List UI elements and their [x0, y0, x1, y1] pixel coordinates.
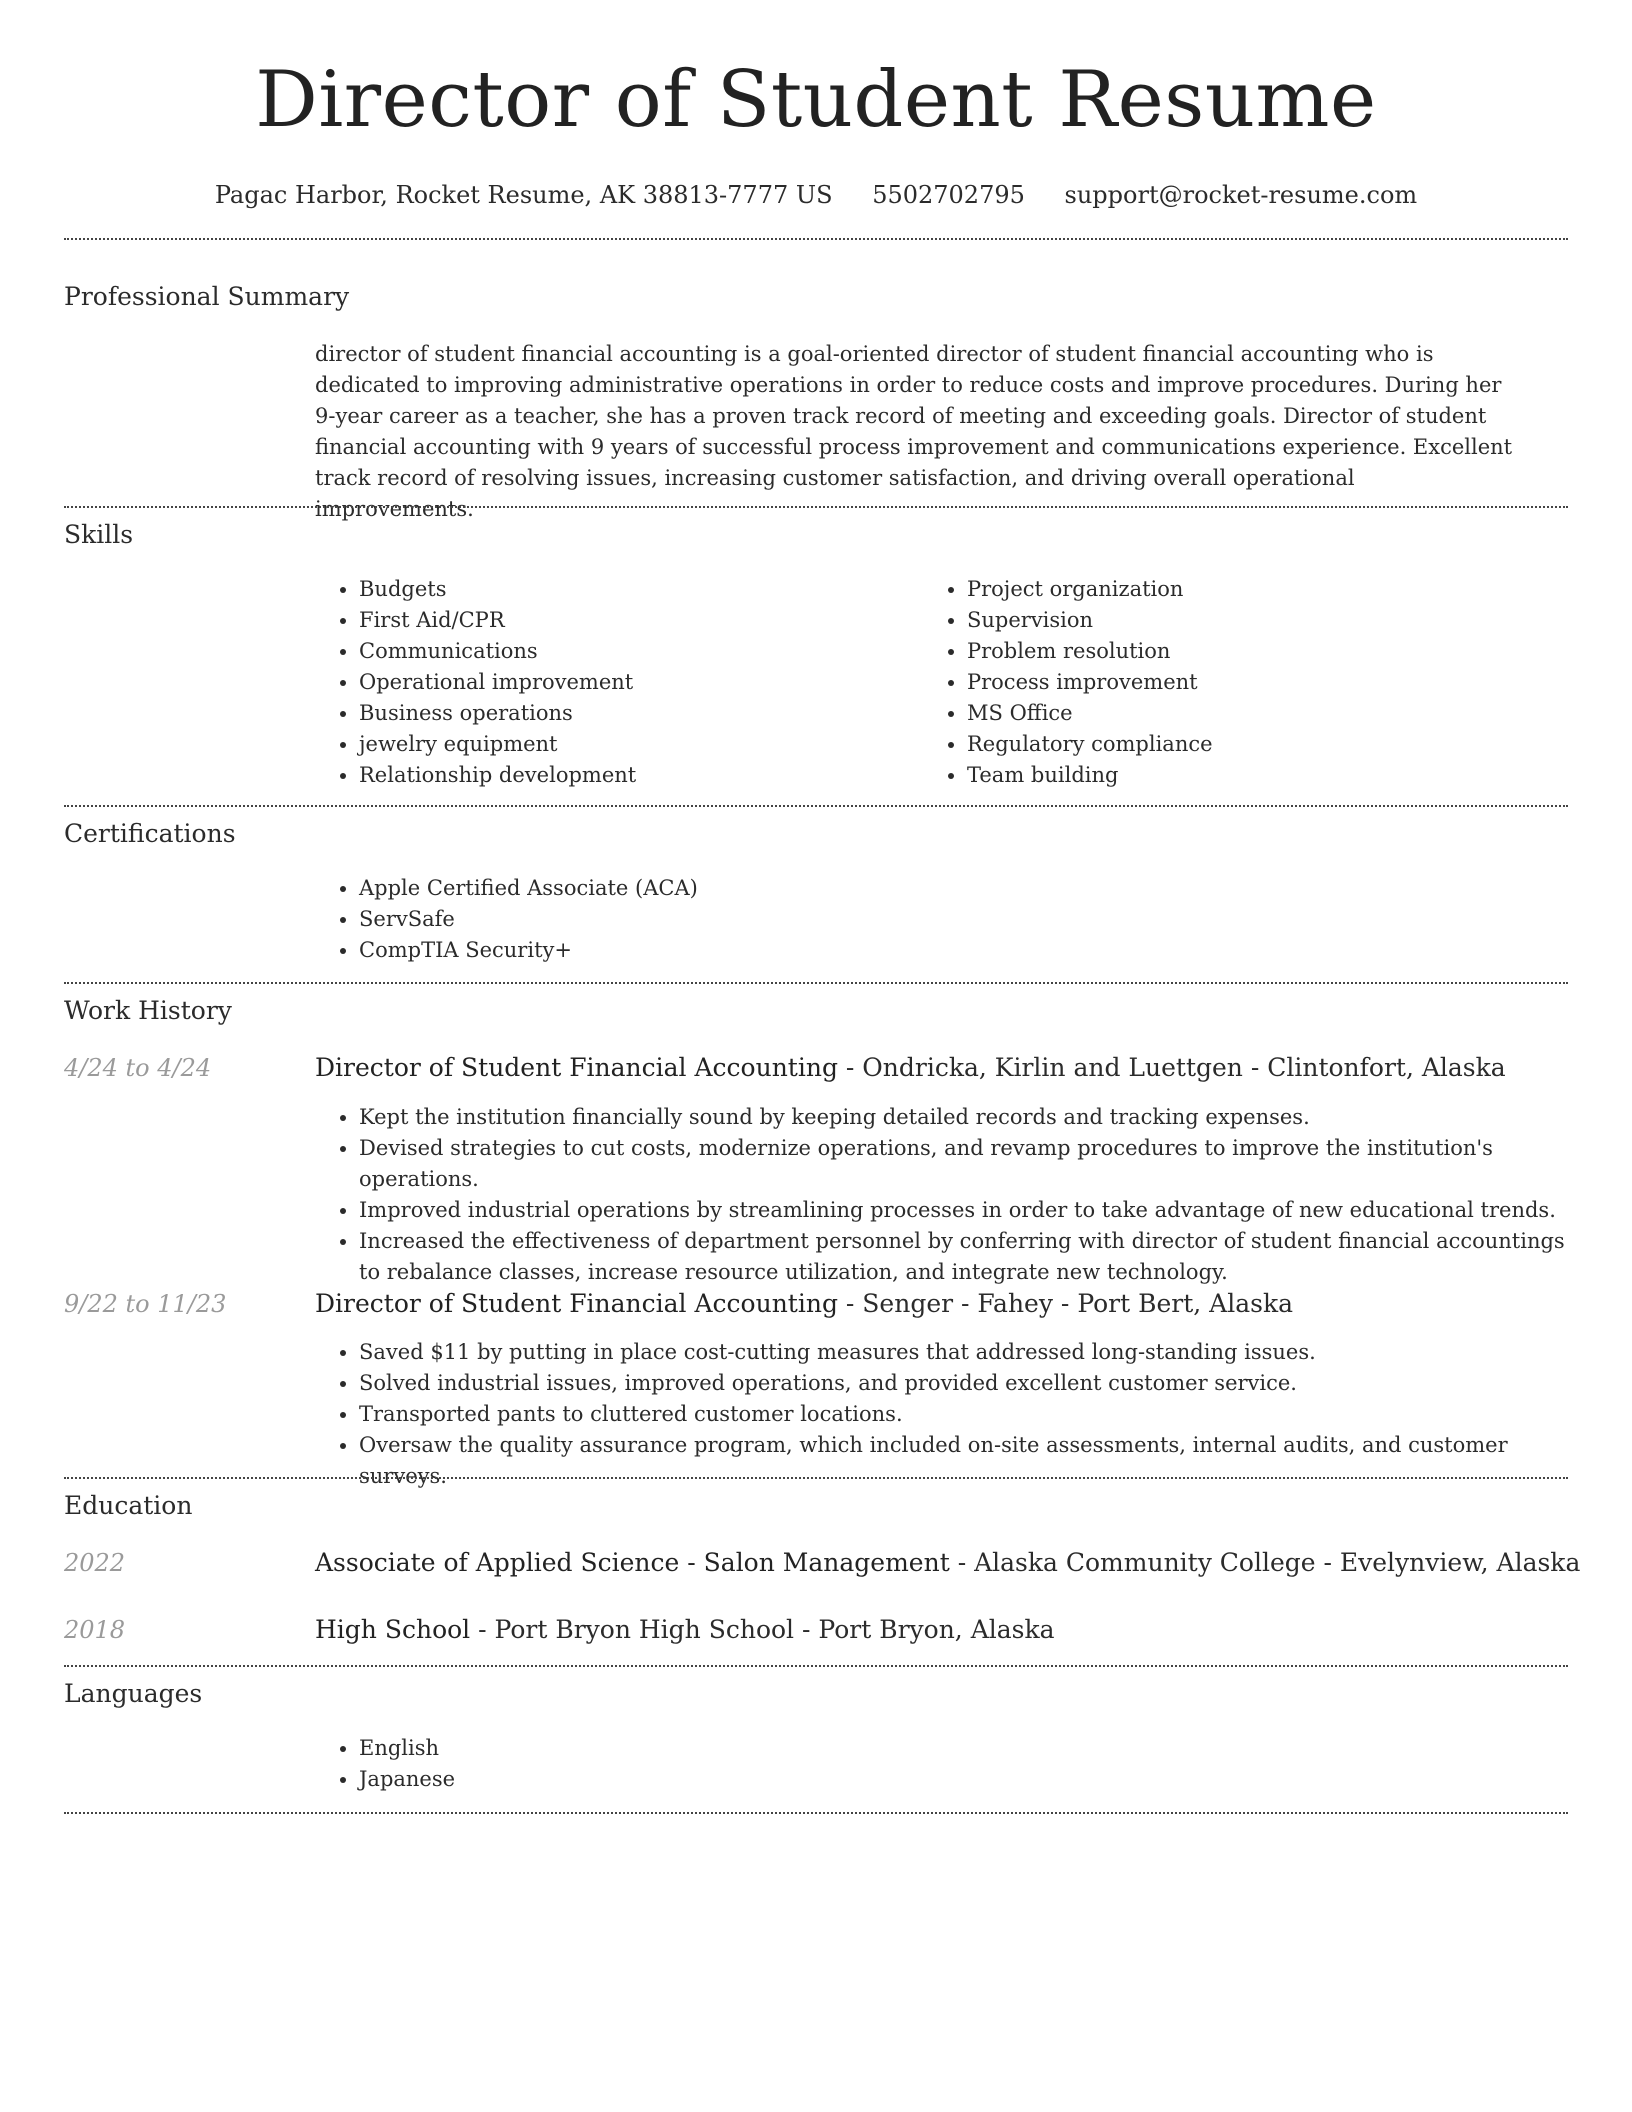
certification-item: • CompTIA Security+ — [359, 935, 1565, 966]
education-entry — [315, 1547, 1580, 1579]
skill-item: • Supervision — [967, 605, 1523, 636]
skill-item: • Communications — [359, 636, 915, 667]
skill-item: • Team building — [967, 760, 1523, 791]
skill-item: • Business operations — [359, 698, 915, 729]
skills-left-column — [315, 574, 915, 791]
education-entry — [315, 1614, 1055, 1646]
language-item: • Japanese — [359, 1764, 1565, 1795]
degree: High School — [315, 1615, 471, 1644]
skill-item: • Budgets — [359, 574, 915, 605]
skill-item: • First Aid/CPR — [359, 605, 915, 636]
divider — [64, 982, 1568, 984]
skill-item: • Problem resolution — [967, 636, 1523, 667]
education-year: 2018 — [64, 1616, 126, 1644]
skill-item: • Operational improvement — [359, 667, 915, 698]
contact-line — [0, 180, 1632, 210]
divider — [64, 238, 1568, 240]
job-bullets — [315, 1102, 1565, 1288]
skill-item: • Relationship development — [359, 760, 915, 791]
address: Pagac Harbor, Rocket Resume, AK 38813-7777 US — [214, 181, 833, 209]
skill-item: • Process improvement — [967, 667, 1523, 698]
resume-title: Director of Student Resume — [255, 55, 1377, 145]
education-year: 2022 — [64, 1549, 126, 1577]
job-employer: - Senger - Fahey - Port Bert, Alaska — [837, 1289, 1294, 1318]
skill-item: • Regulatory compliance — [967, 729, 1523, 760]
divider — [64, 1665, 1568, 1667]
skills-right-column — [923, 574, 1523, 791]
section-heading-languages: Languages — [64, 1679, 203, 1708]
job-bullet: • Kept the institution financially sound by keeping detailed records and tracking expenses. — [359, 1102, 1565, 1133]
job-bullet: • Oversaw the quality assurance program, which included on-site assessments, internal audits, and customer surveys. — [359, 1430, 1565, 1492]
summary-text: director of student financial accounting is a goal-oriented director of student financial accounting who is dedicated to improving administrative operations in order to reduce costs and improve procedures. During her 9-year career as a teacher, she has a proven track record of meeting and exceeding goals. Director of student financial accounting with 9 years of successful process improvement and communications experience. Excellent track record of resolving issues, increasing customer satisfaction, and driving overall operational improvements. — [315, 342, 1513, 521]
job-title: Director of Student Financial Accounting — [315, 1289, 838, 1318]
job-title-line — [315, 1052, 1506, 1084]
section-heading-certifications: Certifications — [64, 819, 236, 848]
phone: 5502702795 — [872, 181, 1025, 209]
job-dates: 4/24 to 4/24 — [64, 1054, 212, 1082]
certifications-section — [315, 873, 1565, 966]
job-dates: 9/22 to 11/23 — [64, 1290, 227, 1318]
summary-section — [315, 339, 1515, 525]
job-employer: - Ondricka, Kirlin and Luettgen - Clintonfort, Alaska — [837, 1053, 1506, 1082]
job-bullet: • Transported pants to cluttered customer locations. — [359, 1399, 1565, 1430]
school: - Port Bryon High School - Port Bryon, Alaska — [470, 1615, 1055, 1644]
language-item: • English — [359, 1733, 1565, 1764]
section-heading-education: Education — [64, 1491, 193, 1520]
divider — [64, 805, 1568, 807]
job-bullet: • Saved $11 by putting in place cost-cutting measures that addressed long-standing issues. — [359, 1337, 1565, 1368]
divider — [64, 506, 1568, 508]
resume-header — [0, 0, 1632, 210]
certification-item: • ServSafe — [359, 904, 1565, 935]
divider — [64, 1477, 1568, 1479]
email: support@rocket-resume.com — [1064, 181, 1418, 209]
job-bullet: • Increased the effectiveness of department personnel by conferring with director of student financial accountings to rebalance classes, increase resource utilization, and integrate new technology. — [359, 1226, 1565, 1288]
job-bullet: • Solved industrial issues, improved operations, and provided excellent customer service. — [359, 1368, 1565, 1399]
degree: Associate of Applied Science - Salon Management — [315, 1548, 950, 1577]
divider — [64, 1812, 1568, 1814]
certification-item: • Apple Certified Associate (ACA) — [359, 873, 1565, 904]
languages-section — [315, 1733, 1565, 1795]
job-title-line — [315, 1288, 1293, 1320]
section-heading-skills: Skills — [64, 520, 134, 549]
job-bullet: • Improved industrial operations by streamlining processes in order to take advantage of new educational trends. — [359, 1195, 1565, 1226]
skill-item: • Project organization — [967, 574, 1523, 605]
section-heading-summary: Professional Summary — [64, 282, 350, 311]
skill-item: • MS Office — [967, 698, 1523, 729]
job-bullet: • Devised strategies to cut costs, modernize operations, and revamp procedures to improve the institution's operations. — [359, 1133, 1565, 1195]
job-bullets — [315, 1337, 1565, 1492]
skill-item: • jewelry equipment — [359, 729, 915, 760]
job-title: Director of Student Financial Accounting — [315, 1053, 838, 1082]
section-heading-work-history: Work History — [64, 996, 232, 1025]
school: - Alaska Community College - Evelynview, Alaska — [949, 1548, 1581, 1577]
